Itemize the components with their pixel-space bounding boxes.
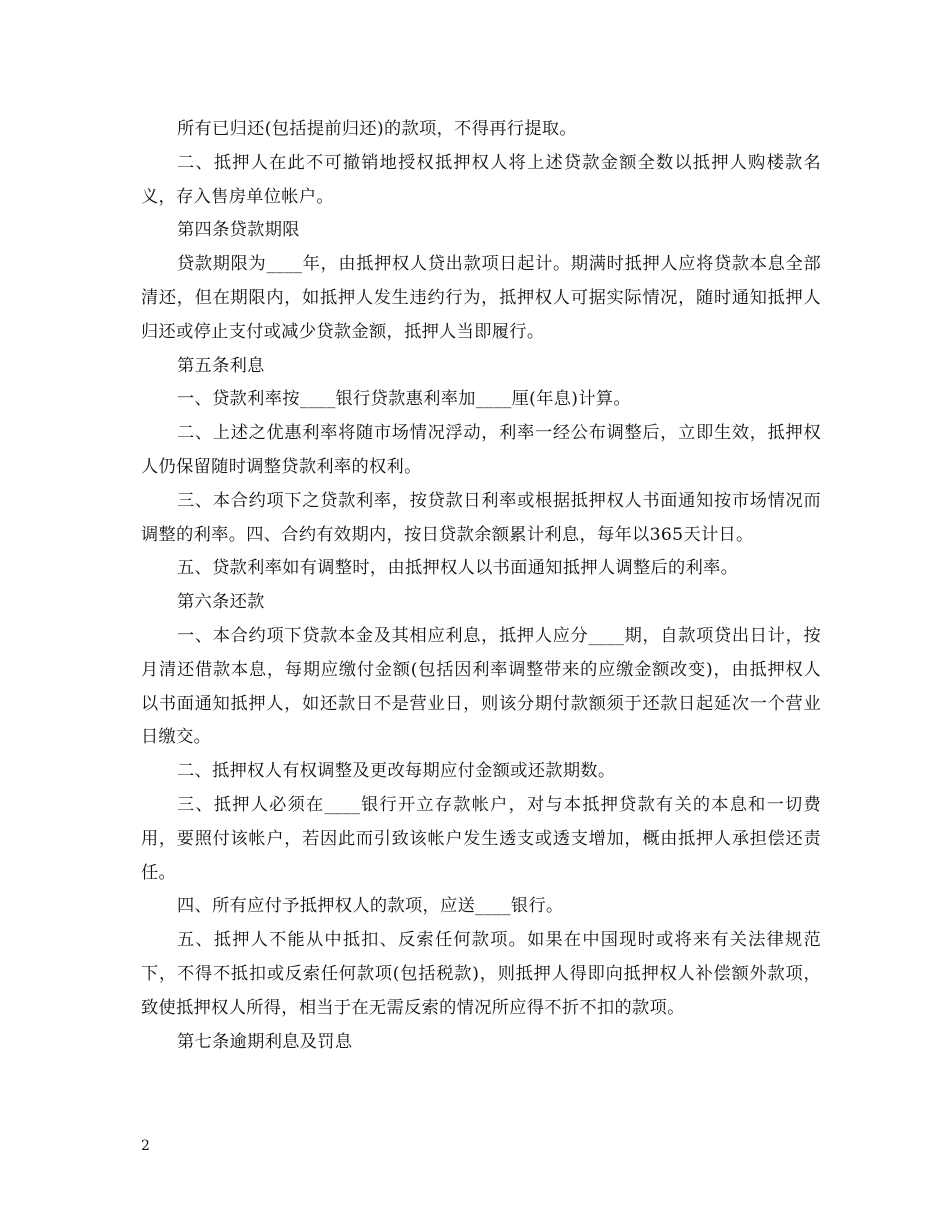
paragraph-rate-notice: 五、贷款利率如有调整时，由抵押权人以书面通知抵押人调整后的利率。 bbox=[177, 558, 739, 579]
paragraph-adjust-installments: 二、抵押权人有权调整及更改每期应付金额或还款期数。 bbox=[177, 761, 616, 782]
paragraph-payment-destination: 四、所有应付予抵押权人的款项，应送____银行。 bbox=[177, 896, 564, 917]
section-heading-repayment: 第六条还款 bbox=[177, 592, 265, 613]
paragraph-rate-floating: 二、上述之优惠利率将随市场情况浮动，利率一经公布调整后，立即生效，抵押权人仍保留随时调整贷款利率的权利。 bbox=[141, 423, 821, 477]
page-number: 2 bbox=[141, 1138, 150, 1154]
paragraph-rate-basis: 三、本合约项下之贷款利率，按贷款日利率或根据抵押权人书面通知按市场情况而调整的利率。四、合约有效期内，按日贷款余额累计利息，每年以365天计日。 bbox=[141, 490, 821, 545]
paragraph-continuation: 所有已归还(包括提前归还)的款项，不得再行提取。 bbox=[177, 119, 577, 139]
paragraph-deposit-account: 三、抵押人必须在____银行开立存款帐户，对与本抵押贷款有关的本息和一切费用，要照付该帐户，若因此而引致该帐户发生透支或透支增加，概由抵押人承担偿还责任。 bbox=[141, 794, 821, 883]
section-heading-interest: 第五条利息 bbox=[177, 355, 265, 376]
section-heading-loan-term: 第四条贷款期限 bbox=[177, 220, 300, 241]
paragraph-no-deduction: 五、抵押人不能从中抵扣、反索任何款项。如果在中国现时或将来有关法律规范下，不得不抵扣或反索任何款项(包括税款)，则抵押人得即向抵押权人补偿额外款项，致使抵押权人所得，相当于在无需反索的情况所应得不折不扣的款项。 bbox=[141, 930, 821, 1018]
section-heading-overdue-interest: 第七条逾期利息及罚息 bbox=[177, 1031, 353, 1052]
paragraph-installments: 一、本合约项下贷款本金及其相应利息，抵押人应分____期，自款项贷出日计，按月清还借款本息，每期应缴付金额(包括因利率调整带来的应缴金额改变)，由抵押权人以书面通知抵押人，如还款日不是营业日，则该分期付款额须于还款日起延次一个营业日缴交。 bbox=[141, 625, 821, 748]
paragraph-interest-rate: 一、贷款利率按____银行贷款惠利率加____厘(年息)计算。 bbox=[177, 389, 631, 410]
paragraph-loan-term: 贷款期限为____年，由抵押权人贷出款项日起计。期满时抵押人应将贷款本息全部清还，但在期限内，如抵押人发生违约行为，抵押权人可据实际情况，随时通知抵押人归还或停止支付或减少贷款金额，抵押人当即履行。 bbox=[141, 254, 821, 342]
document-body bbox=[141, 113, 821, 1059]
paragraph-authorization: 二、抵押人在此不可撤销地授权抵押权人将上述贷款金额全数以抵押人购楼款名义，存入售房单位帐户。 bbox=[141, 152, 821, 207]
